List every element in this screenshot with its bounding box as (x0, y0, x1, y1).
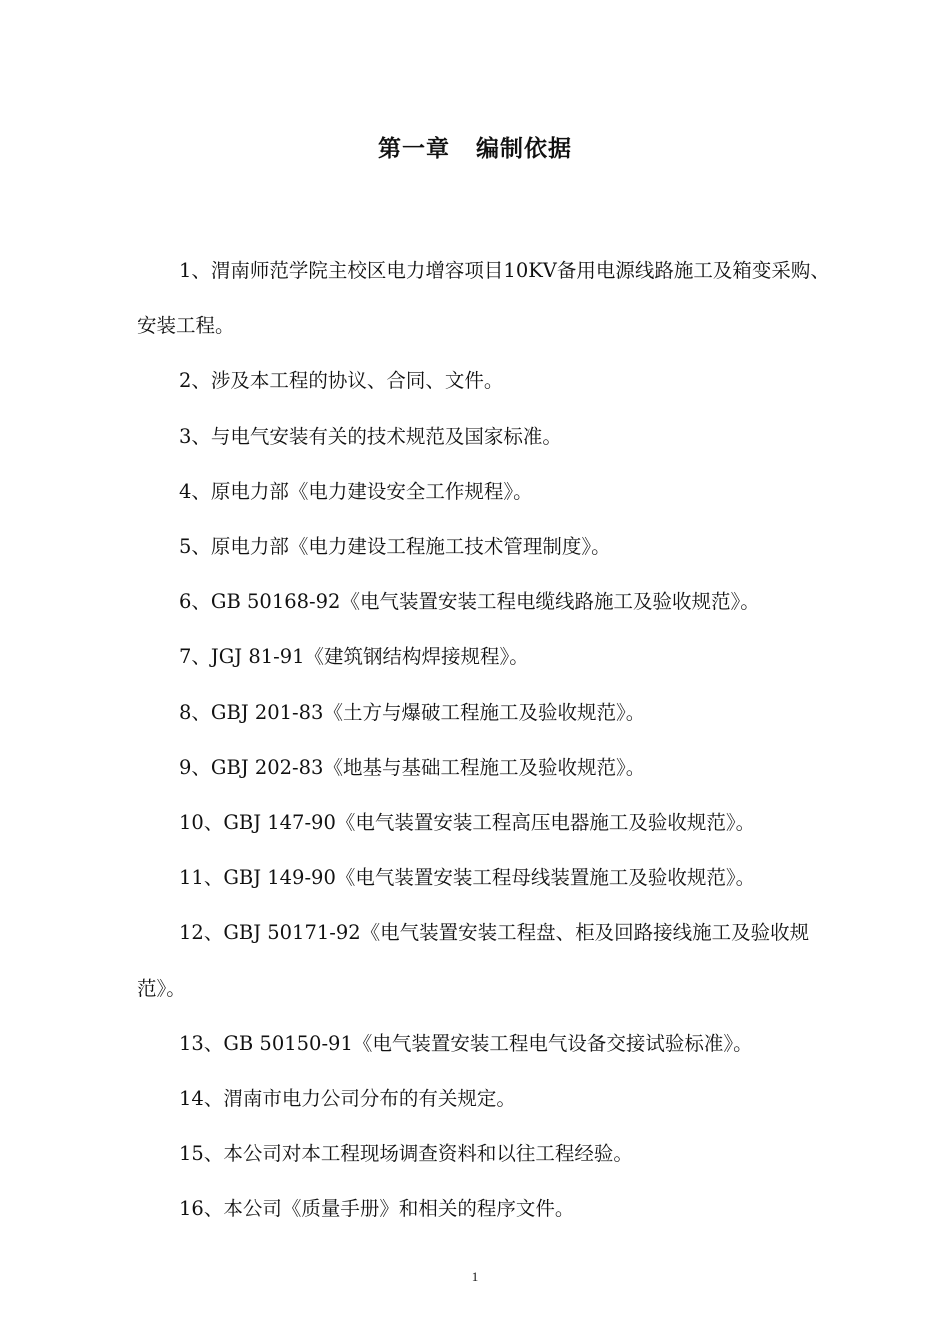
list-item: 1、渭南师范学院主校区电力增容项目10KV备用电源线路施工及箱变采购、安装工程。 (137, 259, 830, 338)
list-item: 5、原电力部《电力建设工程施工技术管理制度》。 (179, 535, 611, 559)
list-item: 7、JGJ 81-91《建筑钢结构焊接规程》。 (179, 645, 529, 669)
list-item: 4、原电力部《电力建设安全工作规程》。 (179, 479, 533, 503)
list-item: 10、GBJ 147-90《电气装置安装工程高压电器施工及验收规范》。 (179, 811, 756, 835)
list-item: 9、GBJ 202-83《地基与基础工程施工及验收规范》。 (179, 755, 646, 779)
chapter-title (0, 132, 950, 166)
list-item: 15、本公司对本工程现场调查资料和以往工程经验。 (179, 1142, 633, 1166)
basis-list (137, 243, 842, 1237)
chapter-name: 编制依据 (476, 135, 572, 162)
page-number: 1 (471, 1269, 479, 1284)
list-item: 11、GBJ 149-90《电气装置安装工程母线装置施工及验收规范》。 (179, 866, 756, 890)
list-item: 13、GB 50150-91《电气装置安装工程电气设备交接试验标准》。 (179, 1031, 753, 1055)
list-item: 3、与电气安装有关的技术规范及国家标准。 (179, 424, 562, 448)
list-item: 8、GBJ 201-83《土方与爆破工程施工及验收规范》。 (179, 700, 646, 724)
list-item: 2、涉及本工程的协议、合同、文件。 (179, 369, 504, 393)
list-item: 6、GB 50168-92《电气装置安装工程电缆线路施工及验收规范》。 (179, 590, 760, 614)
list-item: 12、GBJ 50171-92《电气装置安装工程盘、柜及回路接线施工及验收规范》。 (137, 921, 810, 1000)
list-item: 14、渭南市电力公司分布的有关规定。 (179, 1087, 516, 1111)
list-item: 16、本公司《质量手册》和相关的程序文件。 (179, 1197, 575, 1221)
chapter-label: 第一章 (378, 135, 450, 162)
